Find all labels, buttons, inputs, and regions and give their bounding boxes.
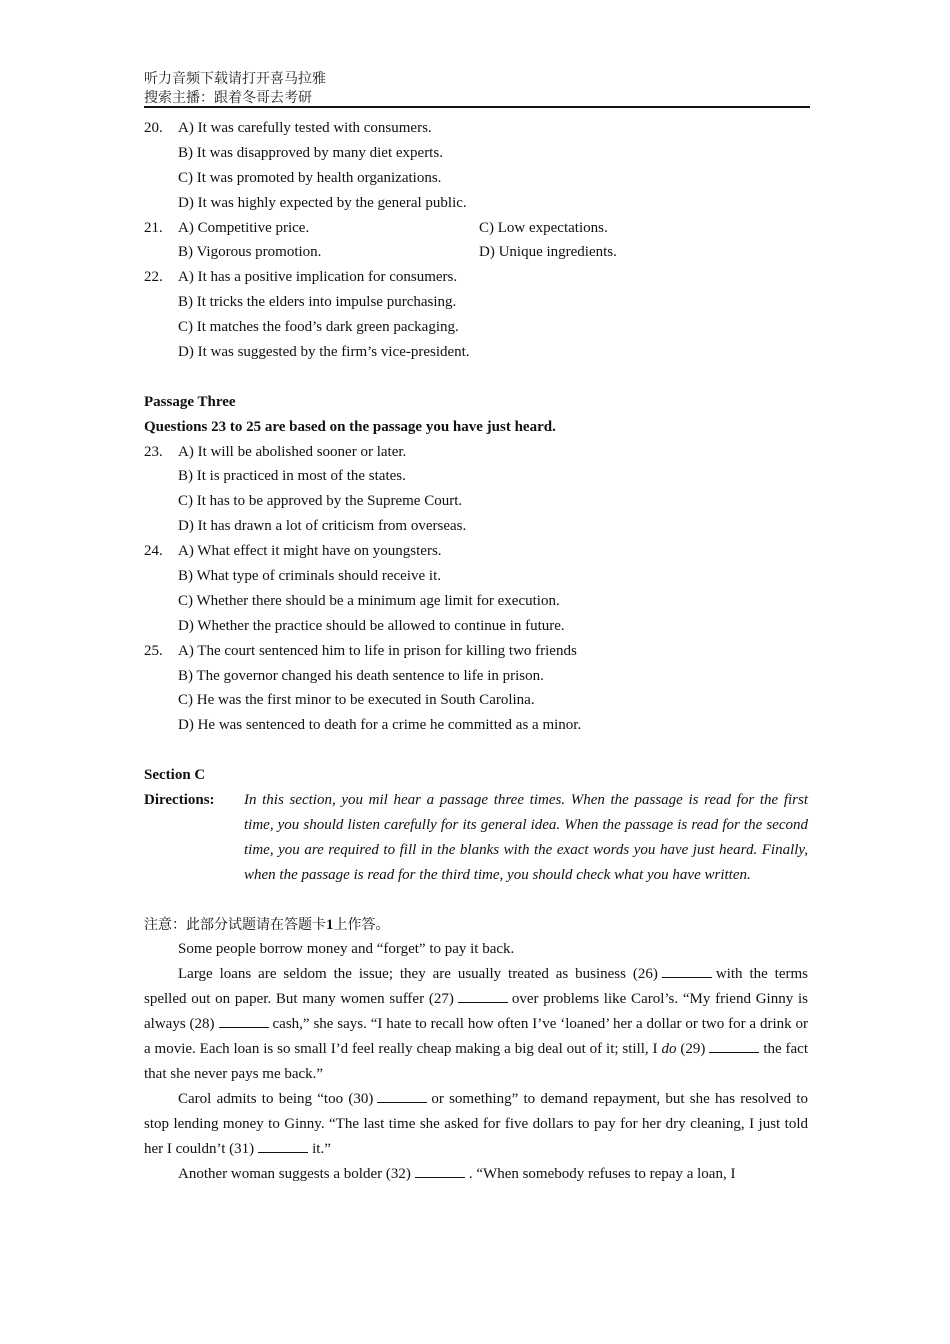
question-22-option-a: 22. A) It has a positive implication for consumers. <box>144 265 808 290</box>
question-number: 23. <box>144 443 163 460</box>
directions-label: Directions: <box>144 792 215 809</box>
question-24-option-c: C) Whether there should be a minimum age limit for execution. <box>178 592 560 609</box>
blank-28[interactable] <box>219 1013 269 1028</box>
question-21-option-a: A) Competitive price. <box>178 219 310 236</box>
question-23-option-c: C) It has to be approved by the Supreme Court. <box>178 493 463 510</box>
question-24-option-a: 24. A) What effect it might have on youngsters. <box>144 539 808 564</box>
question-23-option-a: 23. A) It will be abolished sooner or later. <box>144 440 808 465</box>
passage-paragraph-4: Another woman suggests a bolder (32) . “When somebody refuses to repay a loan, I <box>144 1162 808 1187</box>
question-21-option-b: B) Vigorous promotion. <box>178 244 322 261</box>
section-c-title: Section C <box>144 767 206 784</box>
question-24-option-b: B) What type of criminals should receive it. <box>178 568 441 585</box>
question-25-option-c: C) He was the first minor to be executed in South Carolina. <box>178 692 535 709</box>
question-number: 22. <box>144 269 163 286</box>
blank-27[interactable] <box>458 988 508 1003</box>
passage-three-instruction: Questions 23 to 25 are based on the passage you have just heard. <box>144 418 556 435</box>
question-23-option-b: B) It is practiced in most of the states. <box>178 468 406 485</box>
question-20-option-b: B) It was disapproved by many diet experts. <box>178 144 443 161</box>
blank-29[interactable] <box>709 1038 759 1053</box>
question-21-row-2 <box>144 240 808 265</box>
directions-text: In this section, you mil hear a passage three times. When the passage is read for the first time, you should listen carefully for its general idea. When the passage is read for the second time, you are required to fill in the blanks with the exact words you have just heard. Finally, when the passage is read for the third time, you should check what you have written. <box>244 792 808 883</box>
document-body <box>144 116 808 1187</box>
question-20-option-a: 20. A) It was carefully tested with consumers. <box>144 116 808 141</box>
question-22-option-d: D) It was suggested by the firm’s vice-president. <box>178 344 470 361</box>
question-22-option-c: C) It matches the food’s dark green packaging. <box>178 319 459 336</box>
header-divider <box>144 106 810 108</box>
blank-26[interactable] <box>662 963 712 978</box>
question-25-option-a: 25. A) The court sentenced him to life in prison for killing two friends <box>144 639 808 664</box>
section-c-directions <box>144 788 808 888</box>
header-line-2: 搜索主播：跟着冬哥去考研 <box>144 90 312 106</box>
question-22-option-b: B) It tricks the elders into impulse purchasing. <box>178 294 457 311</box>
question-21-option-c: C) Low expectations. <box>479 219 608 236</box>
spacer <box>144 888 808 913</box>
question-20-option-d: D) It was highly expected by the general public. <box>178 194 467 211</box>
blank-30[interactable] <box>377 1088 427 1103</box>
question-number: 20. <box>144 120 163 136</box>
answer-sheet-note: 注意：此部分试题请在答题卡1上作答。 <box>144 916 390 933</box>
spacer <box>144 738 808 763</box>
question-20-option-c: C) It was promoted by health organizations. <box>178 169 442 186</box>
header-line-1: 听力音频下载请打开喜马拉雅 <box>144 71 326 87</box>
question-number: 25. <box>144 642 163 659</box>
question-24-option-d: D) Whether the practice should be allowed to continue in future. <box>178 617 565 634</box>
passage-three-title: Passage Three <box>144 393 236 410</box>
question-21-row-1 <box>144 216 808 241</box>
spacer <box>144 365 808 390</box>
blank-31[interactable] <box>258 1138 308 1153</box>
passage-paragraph-2: Large loans are seldom the issue; they are usually treated as business (26) with the terms spelled out on paper. But many women suffer (27) over problems like Carol’s. “My friend Ginny is always (28) cash,” she says. “I hate to recall how often I’ve ‘loaned’ her a dollar or two for a drink or a movie. Each loan is so small I’d feel really cheap making a big deal out of it; still, I do (29) the fact that she never pays me back.” <box>144 962 808 1087</box>
question-number: 21. <box>144 219 163 236</box>
page-header <box>144 70 326 108</box>
question-25-option-d: D) He was sentenced to death for a crime he committed as a minor. <box>178 717 582 734</box>
blank-32[interactable] <box>415 1163 465 1178</box>
question-21-option-d: D) Unique ingredients. <box>479 244 617 261</box>
passage-paragraph-3: Carol admits to being “too (30) or something” to demand repayment, but she has resolved to stop lending money to Ginny. “The last time she asked for five dollars to pay for her dry cleaning, I just told her I couldn’t (31) it.” <box>144 1087 808 1162</box>
question-23-option-d: D) It has drawn a lot of criticism from overseas. <box>178 518 467 535</box>
question-number: 24. <box>144 543 163 560</box>
question-25-option-b: B) The governor changed his death sentence to life in prison. <box>178 667 544 684</box>
passage-paragraph-1: Some people borrow money and “forget” to pay it back. <box>178 941 515 958</box>
